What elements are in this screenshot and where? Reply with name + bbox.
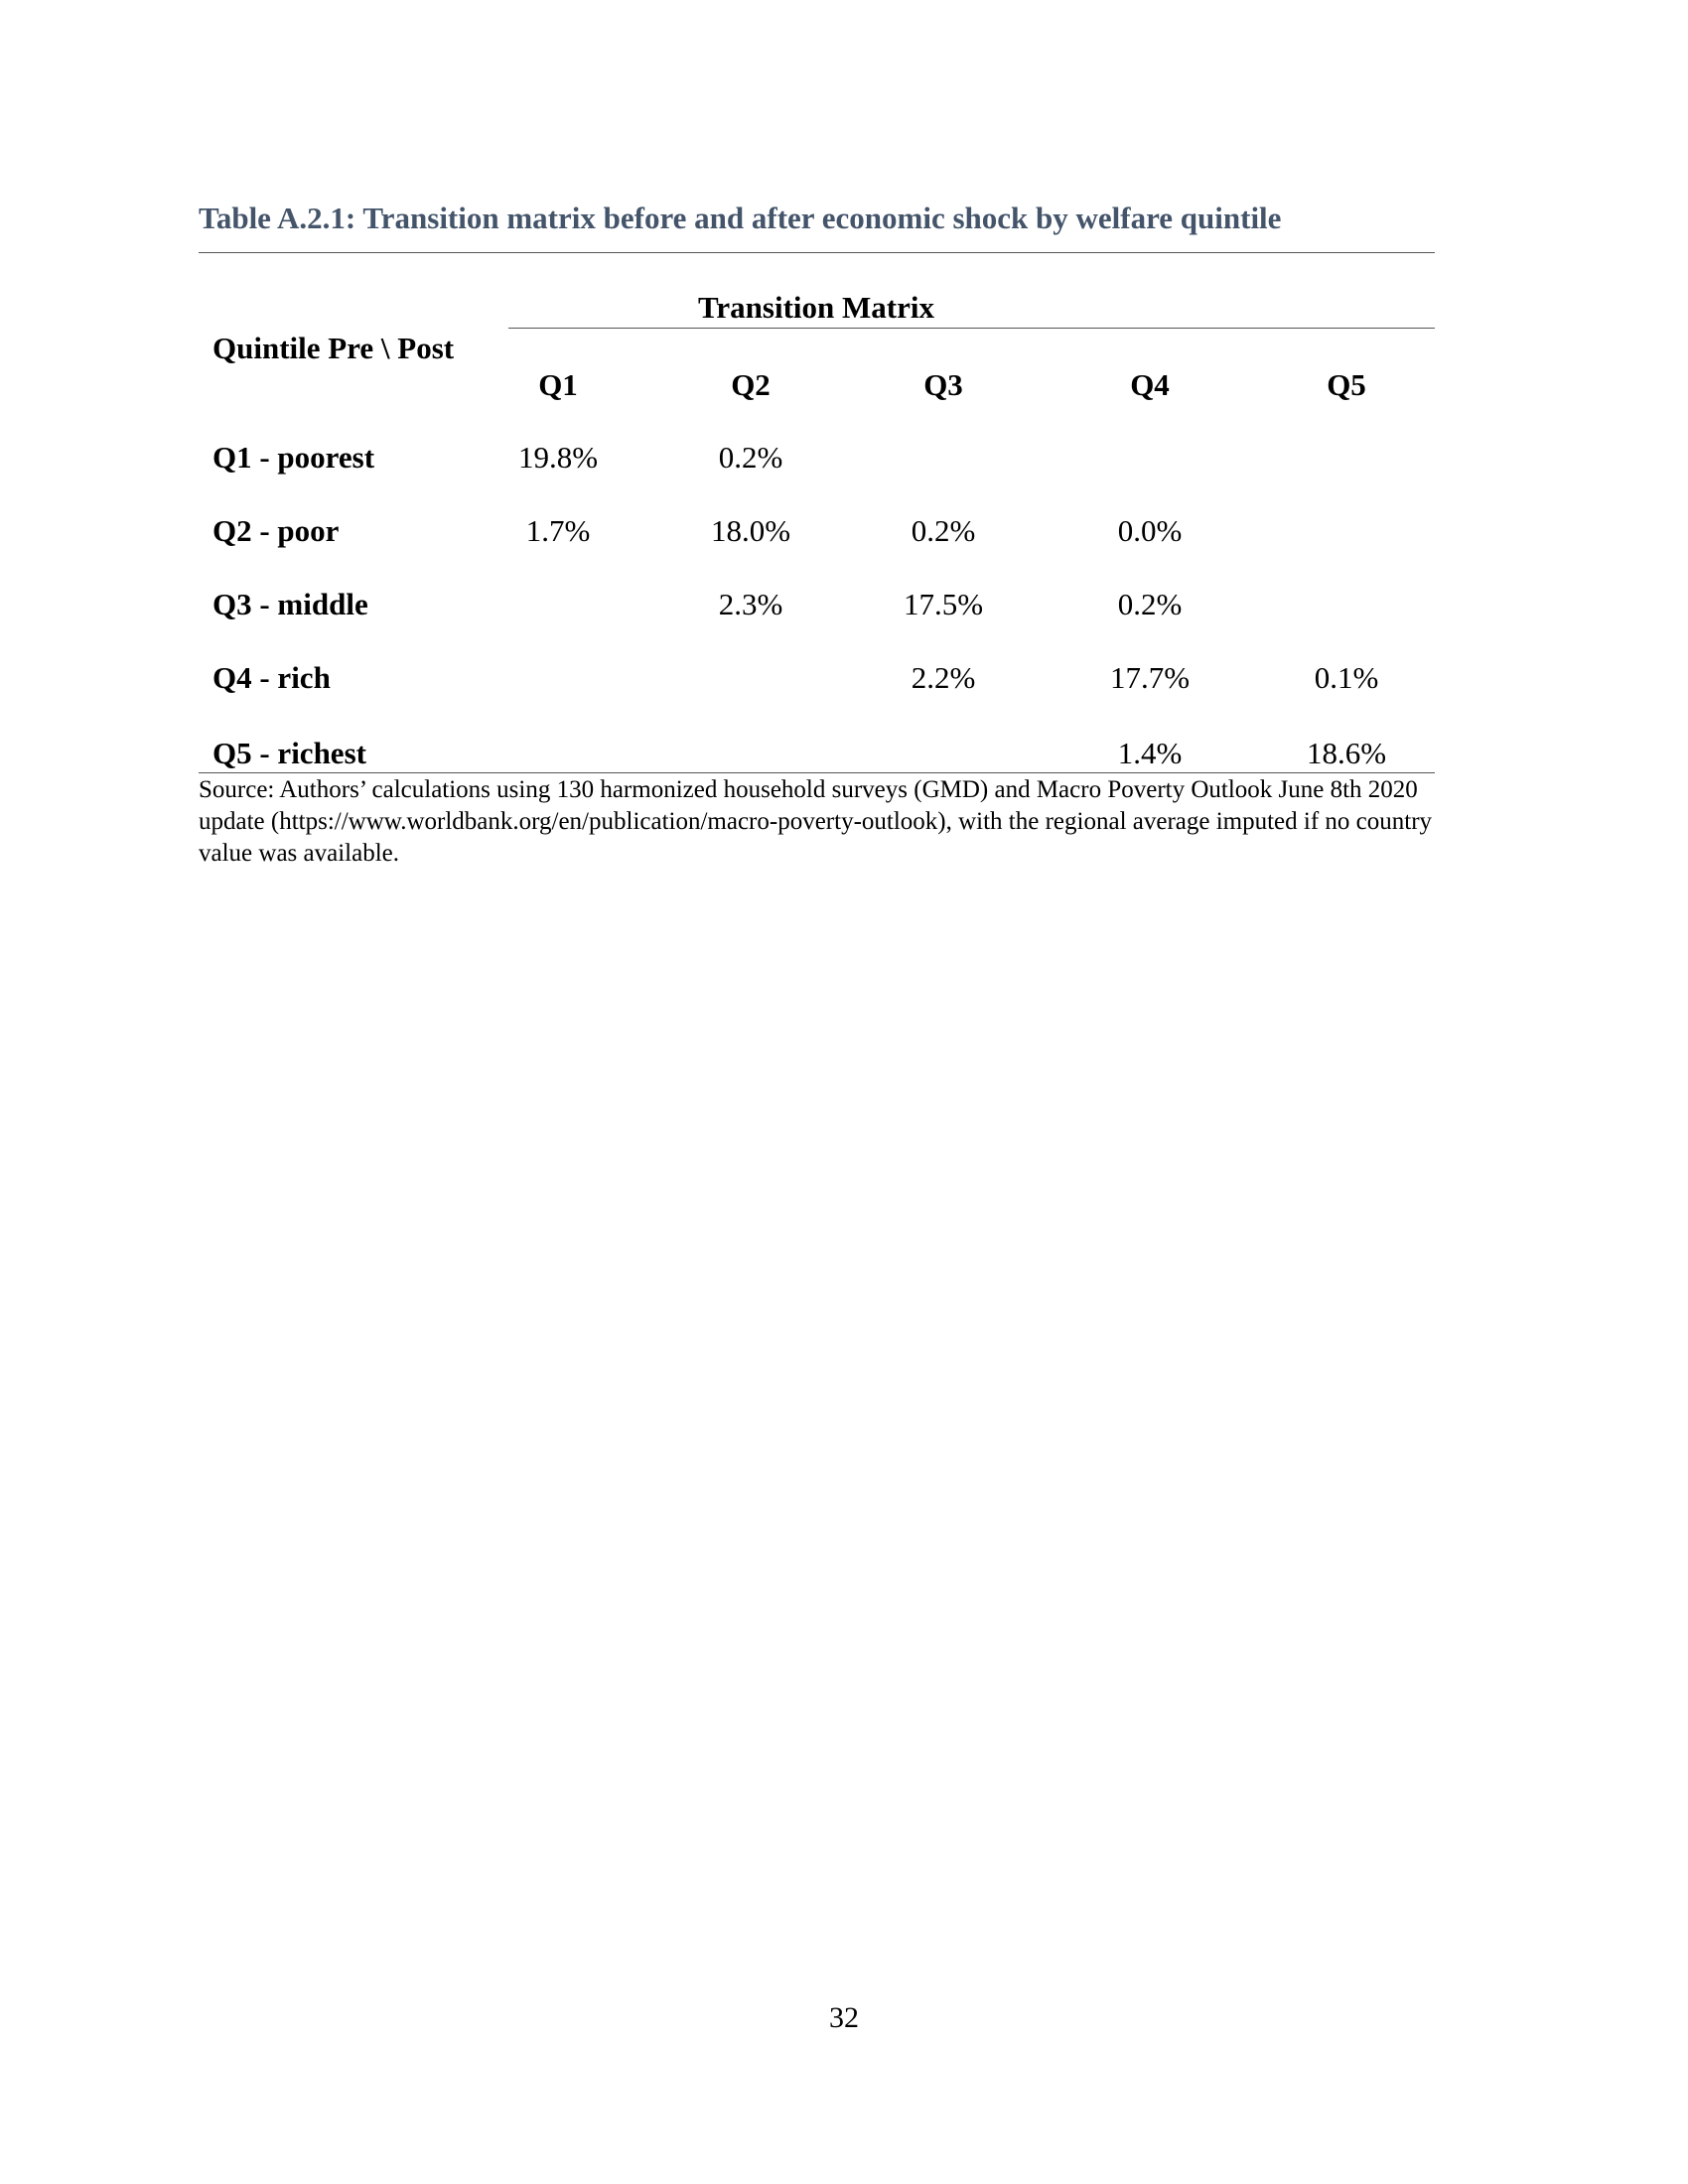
row-label-q5-richest: Q5 - richest (212, 736, 366, 770)
table-cell: 17.5% (903, 587, 984, 621)
table-cell: 18.6% (1306, 736, 1387, 770)
column-header-q1: Q1 (538, 367, 578, 402)
table-cell: 2.2% (911, 660, 976, 695)
transition-matrix-header: Transition Matrix (698, 290, 934, 325)
column-header-q2: Q2 (731, 367, 771, 402)
stub-header: Quintile Pre \ Post (212, 331, 455, 365)
row-label-q4-rich: Q4 - rich (212, 660, 331, 695)
table-cell: 19.8% (517, 440, 599, 475)
table-cell: 17.7% (1109, 660, 1191, 695)
row-label-q3-middle: Q3 - middle (212, 587, 368, 621)
table-cell: 2.3% (718, 587, 783, 621)
table-cell: 1.7% (525, 513, 591, 548)
table-cell: 0.2% (1117, 587, 1183, 621)
row-label-q1-poorest: Q1 - poorest (212, 440, 375, 475)
table-cell: 0.2% (911, 513, 976, 548)
table-cell: 0.2% (718, 440, 783, 475)
table-cell: 18.0% (710, 513, 791, 548)
table-caption: Table A.2.1: Transition matrix before and after economic shock by welfare quintile (199, 201, 1282, 235)
column-header-q5: Q5 (1327, 367, 1366, 402)
table-bottom-rule (199, 772, 1435, 773)
group-header-rule (508, 328, 1435, 329)
source-note: Source: Authors’ calculations using 130 harmonized household surveys (GMD) and Macro Poverty Outlook June 8th 2020 update (https://www.worldbank.org/en/publication/macro-poverty-outlook), with the regional average imputed if no country value was available. (199, 776, 1433, 867)
column-header-q4: Q4 (1130, 367, 1170, 402)
caption-rule (199, 252, 1435, 253)
table-cell: 1.4% (1117, 736, 1183, 770)
column-header-q3: Q3 (923, 367, 963, 402)
table-cell: 0.0% (1117, 513, 1183, 548)
page-number: 32 (829, 2001, 859, 2034)
row-label-q2-poor: Q2 - poor (212, 513, 340, 548)
table-cell: 0.1% (1314, 660, 1379, 695)
